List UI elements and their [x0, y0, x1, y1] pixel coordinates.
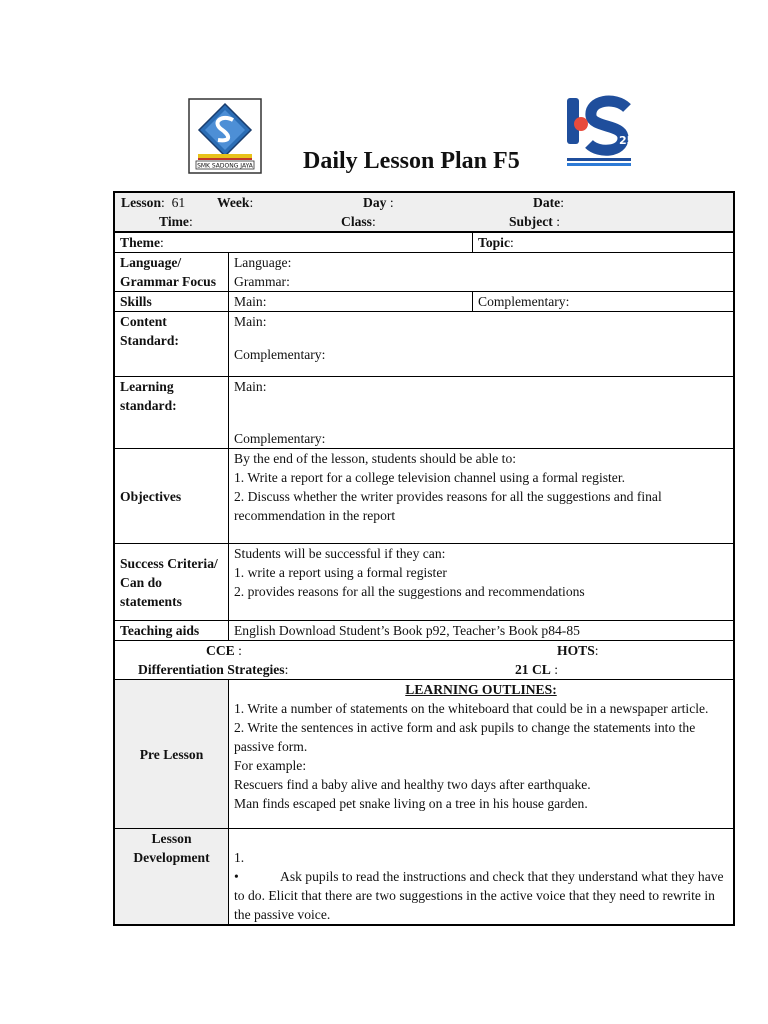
time-field: Time:	[159, 214, 193, 229]
topic-cell: Topic:	[473, 232, 735, 253]
header-row	[114, 192, 734, 232]
pre-lesson-value: LEARNING OUTLINES: 1. Write a number of statements on the whiteboard that could be in a newspaper article. 2. Write the sentences in active form and ask pupils to change the statements into the passive form. For example: Rescuers find a baby alive and healthy two days after earthquake. Man finds escaped pet snake living on a tree in his house garden.	[229, 680, 735, 829]
date-field: Date:	[533, 195, 564, 210]
skills-complementary: Complementary:	[473, 292, 735, 312]
objectives-value: By the end of the lesson, students should be able to: 1. Write a report for a college television channel using a formal register. 2. Discuss whether the writer provides reasons for all the suggestions and final recommendation in the report	[229, 449, 735, 544]
school-logo-caption: SMK SADONG JAYA	[197, 162, 253, 170]
program-logo-number: 25	[619, 134, 635, 147]
learning-standard-row	[114, 377, 734, 449]
page-title: Daily Lesson Plan F5	[303, 148, 520, 174]
learning-outlines-heading: LEARNING OUTLINES:	[405, 682, 557, 697]
language-focus-row	[114, 253, 734, 292]
content-standard-value: Main: Complementary:	[229, 312, 735, 377]
skills-main: Main:	[229, 292, 473, 312]
language-focus-label: Language/ Grammar Focus	[114, 253, 229, 292]
objectives-row	[114, 449, 734, 544]
content-standard-label: Content Standard:	[114, 312, 229, 377]
subject-field: Subject :	[509, 214, 560, 229]
day-field: Day :	[363, 195, 394, 210]
lesson-development-row	[114, 829, 734, 926]
lesson-plan-table	[113, 191, 735, 926]
theme-row	[114, 232, 734, 253]
success-criteria-label: Success Criteria/ Can do statements	[114, 544, 229, 621]
teaching-aids-value: English Download Student’s Book p92, Teacher’s Book p84-85	[229, 621, 735, 641]
lesson-development-value: 1. • Ask pupils to read the instructions and check that they understand what they have to do. Elicit that there are two suggestions in the active voice that they need to rewrite in the passive voice.	[229, 829, 735, 926]
content-standard-row	[114, 312, 734, 377]
objectives-label: Objectives	[114, 449, 229, 544]
differentiation-field: Differentiation Strategies:	[138, 662, 289, 677]
week-field: Week:	[217, 195, 254, 210]
cce-row	[114, 641, 734, 680]
cl-field: 21 CL :	[515, 662, 559, 677]
pre-lesson-row	[114, 680, 734, 829]
skills-label: Skills	[114, 292, 229, 312]
bullet-icon: •	[234, 869, 239, 884]
program-logo	[561, 94, 637, 170]
language-focus-value: Language: Grammar:	[229, 253, 735, 292]
teaching-aids-label: Teaching aids	[114, 621, 229, 641]
cce-cell	[114, 641, 734, 680]
learning-standard-label: Learning standard:	[114, 377, 229, 449]
skills-row	[114, 292, 734, 312]
class-field: Class:	[341, 214, 376, 229]
theme-cell: Theme:	[114, 232, 473, 253]
learning-standard-value: Main: Complementary:	[229, 377, 735, 449]
lesson-development-label: Lesson Development	[114, 829, 229, 926]
lesson-field: Lesson: 61	[121, 195, 186, 210]
hots-field: HOTS:	[557, 643, 599, 658]
success-criteria-row	[114, 544, 734, 621]
success-criteria-value: Students will be successful if they can: 1. write a report using a formal register 2. provides reasons for all the suggestions and recommendations	[229, 544, 735, 621]
teaching-aids-row	[114, 621, 734, 641]
school-logo	[188, 98, 262, 174]
header-cell	[114, 192, 734, 232]
pre-lesson-label: Pre Lesson	[114, 680, 229, 829]
cce-field: CCE :	[206, 643, 242, 658]
